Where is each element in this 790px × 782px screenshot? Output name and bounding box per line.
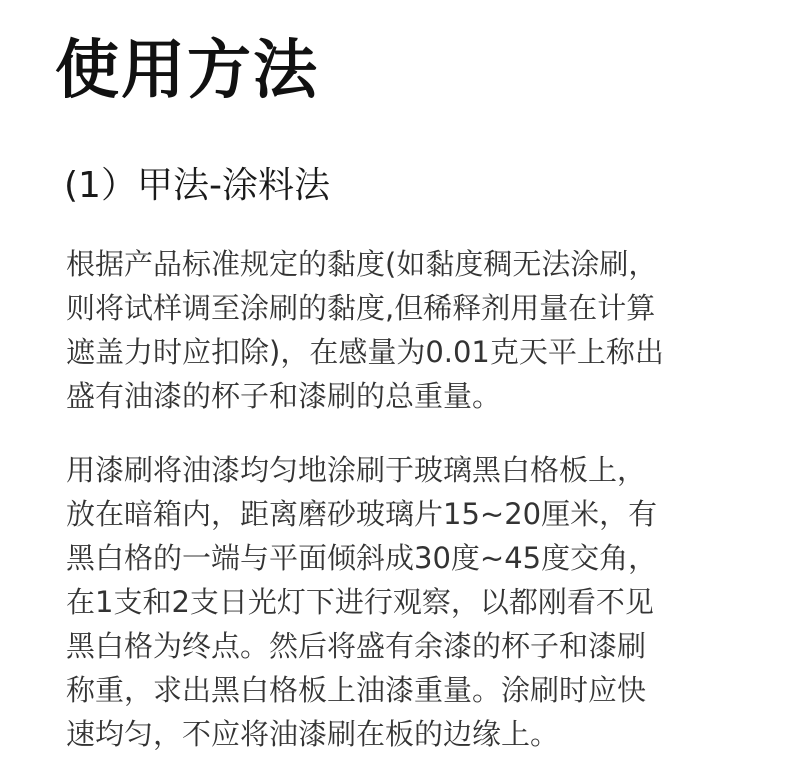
paragraph-line: 放在暗箱内，距离磨砂玻璃片15~20厘米，有 [66,497,658,531]
paragraph-line: 用漆刷将油漆均匀地涂刷于玻璃黑白格板上， [66,453,647,487]
paragraph-line: 在1支和2支日光灯下进行观察，以都刚看不见 [66,585,654,619]
page-title: 使用方法 [55,34,319,108]
paragraph-line: 黑白格为终点。然后将盛有余漆的杯子和漆刷 [66,629,647,663]
paragraph-2 [66,448,736,756]
paragraph-line: 称重，求出黑白格板上油漆重量。涂刷时应快 [66,673,647,707]
section-heading: (1）甲法-涂料法 [64,165,330,206]
paragraph-line: 速均匀，不应将油漆刷在板的边缘上。 [66,717,560,751]
paragraph-line: 则将试样调至涂刷的黏度,但稀释剂用量在计算 [66,291,656,325]
paragraph-line: 根据产品标准规定的黏度(如黏度稠无法涂刷， [66,247,658,281]
paragraph-line: 盛有油漆的杯子和漆刷的总重量。 [66,379,502,413]
paragraph-1 [66,242,736,418]
paragraph-line: 黑白格的一端与平面倾斜成30度~45度交角， [66,541,658,575]
paragraph-line: 遮盖力时应扣除)，在感量为0.01克天平上称出 [66,335,664,369]
